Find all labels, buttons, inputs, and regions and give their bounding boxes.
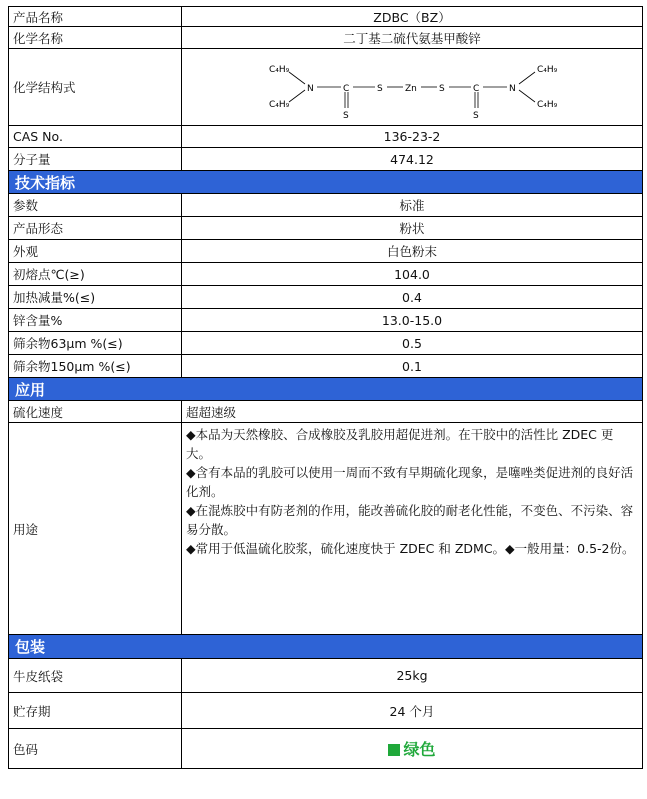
- color-code: [388, 740, 435, 759]
- spec-header-param: 参数: [9, 194, 182, 217]
- label-product-name: 产品名称: [9, 7, 182, 27]
- section-title-packaging: 包装: [9, 635, 643, 659]
- label-chemical-name: 化学名称: [9, 27, 182, 49]
- value-product-name: ZDBC（BZ）: [182, 7, 643, 27]
- struct-s-right-bottom: S: [473, 111, 479, 121]
- value-molecular-weight: 474.12: [182, 148, 643, 171]
- struct-n-left: N: [307, 84, 314, 94]
- spec-param-sieve-63: 筛余物63μm %(≤): [9, 332, 182, 355]
- spec-value-sieve-63: 0.5: [182, 332, 643, 355]
- spec-param-form: 产品形态: [9, 217, 182, 240]
- struct-c-right: C: [473, 84, 480, 94]
- label-usage: 用途: [9, 423, 182, 635]
- usage-line-2: ◆含有本品的乳胶可以使用一周而不致有早期硫化现象，是噻唑类促进剂的良好活化剂。: [186, 465, 634, 499]
- usage-line-3: ◆在混炼胶中有防老剂的作用，能改善硫化胶的耐老化性能，不变色、不污染、容易分散。: [186, 503, 634, 537]
- spec-header-standard: 标准: [182, 194, 643, 217]
- spec-value-zinc-content: 13.0-15.0: [182, 309, 643, 332]
- spec-value-appearance: 白色粉末: [182, 240, 643, 263]
- value-storage-period: 24 个月: [182, 693, 643, 729]
- struct-ch-top: C₄H₉: [269, 65, 290, 75]
- spec-param-heat-loss: 加热减量%(≤): [9, 286, 182, 309]
- value-cas: 136-23-2: [182, 126, 643, 148]
- struct-n-right: N: [509, 84, 516, 94]
- label-cas: CAS No.: [9, 126, 182, 148]
- label-structure: 化学结构式: [9, 49, 182, 126]
- label-packaging-bag: 牛皮纸袋: [9, 659, 182, 693]
- value-cure-speed: 超超速级: [182, 401, 643, 423]
- struct-ch-bottom: C₄H₉: [269, 100, 290, 110]
- label-cure-speed: 硫化速度: [9, 401, 182, 423]
- spec-param-appearance: 外观: [9, 240, 182, 263]
- usage-line-4: ◆常用于低温硫化胶浆，硫化速度快于 ZDEC 和 ZDMC。◆一般用量：0.5-2份。: [186, 541, 635, 556]
- structure-formula-diagram: [247, 52, 577, 122]
- usage-text-cell: [182, 423, 643, 635]
- struct-ch-top-right: C₄H₉: [537, 65, 558, 75]
- value-chemical-name: 二丁基二硫代氨基甲酸锌: [182, 27, 643, 49]
- struct-s-left: S: [377, 84, 383, 94]
- structure-formula-cell: [182, 49, 643, 126]
- value-color-code-cell: [182, 729, 643, 769]
- spec-param-melting-point: 初熔点℃(≥): [9, 263, 182, 286]
- spec-param-zinc-content: 锌含量%: [9, 309, 182, 332]
- label-molecular-weight: 分子量: [9, 148, 182, 171]
- spec-value-form: 粉状: [182, 217, 643, 240]
- spec-value-melting-point: 104.0: [182, 263, 643, 286]
- spec-value-heat-loss: 0.4: [182, 286, 643, 309]
- struct-c-left: C: [343, 84, 350, 94]
- spec-param-sieve-150: 筛余物150μm %(≤): [9, 355, 182, 378]
- value-packaging-bag: 25kg: [182, 659, 643, 693]
- struct-s-right: S: [439, 84, 445, 94]
- section-title-specs: 技术指标: [9, 171, 643, 194]
- color-code-text: 绿色: [403, 740, 436, 759]
- struct-ch-bottom-right: C₄H₉: [537, 100, 558, 110]
- usage-line-1: ◆本品为天然橡胶、合成橡胶及乳胶用超促进剂。在干胶中的活性比 ZDEC 更大。: [186, 427, 614, 461]
- label-storage-period: 贮存期: [9, 693, 182, 729]
- color-square-icon: [388, 744, 400, 756]
- struct-zn: Zn: [405, 84, 417, 94]
- label-color-code: 色码: [9, 729, 182, 769]
- struct-s-left-bottom: S: [343, 111, 349, 121]
- product-spec-table: [8, 6, 643, 769]
- section-title-application: 应用: [9, 378, 643, 401]
- spec-value-sieve-150: 0.1: [182, 355, 643, 378]
